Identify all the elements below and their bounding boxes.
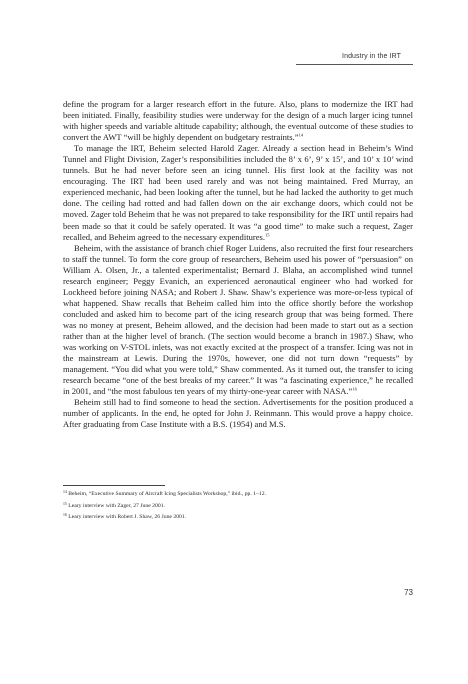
running-head: Industry in the IRT — [342, 53, 401, 60]
paragraph — [63, 99, 413, 143]
footnote — [63, 501, 413, 513]
footnote — [63, 489, 413, 501]
footnote — [63, 512, 413, 524]
footnote-text: Leary interview with Zager, 27 June 2001. — [68, 502, 165, 509]
footnote-rule — [63, 485, 165, 486]
footnote-text: Beheim, “Executive Summary of Aircraft Icing Specialists Workshop,” ibid., pp. 1–12. — [68, 491, 267, 497]
footnote-number: 15 — [63, 501, 67, 506]
paragraph — [63, 143, 413, 242]
body-text — [63, 99, 413, 430]
paragraph-text: Beheim, with the assistance of branch chief Roger Luidens, also recruited the first four researchers to staff the tunnel. To form the core group of researchers, Beheim used his power of “persuasion” on William A. Olsen, Jr., a talented experimentalist; Bernard J. Blaha, an accomplished wind tunnel research engineer; Peggy Evanich, an experienced aeronautical engineer who had worked for Lockheed before joining NASA; and Robert J. Shaw. Shaw’s experience was more-or-less typical of what happened. Shaw recalls that Beheim called him into the office shortly before the workshop concluded and asked him to become part of the icing research group that was being formed. There was no money at present, Beheim allowed, and the decision had been made to start out as a section rather than at the higher level of branch. (The section would become a branch in 1987.) Shaw, who was working on V-STOL inlets, was not exactly excited at the prospect of a transfer. Icing was not in the mainstream at Lewis. During the 1970s, however, one did not turn down “requests” by management. “You did what you were told,” Shaw commented. As it turned out, the transfer to icing research became “one of the best breaks of my career.” It was “a fascinating experience,” he recalled in 2001, and “the most fabulous ten years of my thirty-one-year career with NASA.” — [63, 242, 413, 397]
header-rule — [296, 64, 413, 65]
paragraph — [63, 243, 413, 398]
page-number: 73 — [404, 588, 413, 597]
footnote-number: 14 — [63, 490, 67, 494]
paragraph — [63, 397, 413, 430]
footnote-number: 16 — [63, 513, 67, 517]
paragraph-text: define the program for a larger research effort in the future. Also, plans to modernize the IRT had been initiated. Finally, feasibility studies were underway for the design of a much larger icing tunnel with higher speeds and variable altitude capability; although, the eventual outcome of these studies to convert the AWT “will be highly dependent on budgetary restraints.” — [63, 99, 413, 143]
footnote-ref: 15 — [264, 231, 270, 237]
footnote-ref: 16 — [352, 386, 357, 392]
footnote-text: Leary interview with Robert J. Shaw, 26 June 2001. — [68, 514, 187, 520]
footnotes — [63, 489, 413, 524]
paragraph-text: Beheim still had to find someone to head the section. Advertisements for the position produced a number of applicants. In the end, he opted for John J. Reinmann. This would prove a happy choice. After graduating from Case Institute with a B.S. (1954) and M.S. — [63, 397, 413, 430]
paragraph-text: To manage the IRT, Beheim selected Harold Zager. Already a section head in Beheim’s Wind Tunnel and Flight Division, Zager’s responsibilities included the 8’ x 6’, 9’ x 15’, and 10’ x 10’ wind tunnels. But he had never before seen an icing tunnel. His first look at the facility was not encouraging. The IRT had been used rarely and was not being maintained. Fred Murray, an experienced mechanic, had been looking after the tunnel, but he had lacked the authority to get much done. The ceiling had rotted and had fallen down on the air exchange doors, which could not be moved. Zager told Beheim that he was not prepared to take responsibility for the IRT until repairs had been made so that it could be safely operated. It was “a good time” to make such a request, Zager recalled, and Beheim agreed to the necessary expenditures. — [63, 143, 413, 242]
footnote-ref: 14 — [298, 132, 304, 138]
